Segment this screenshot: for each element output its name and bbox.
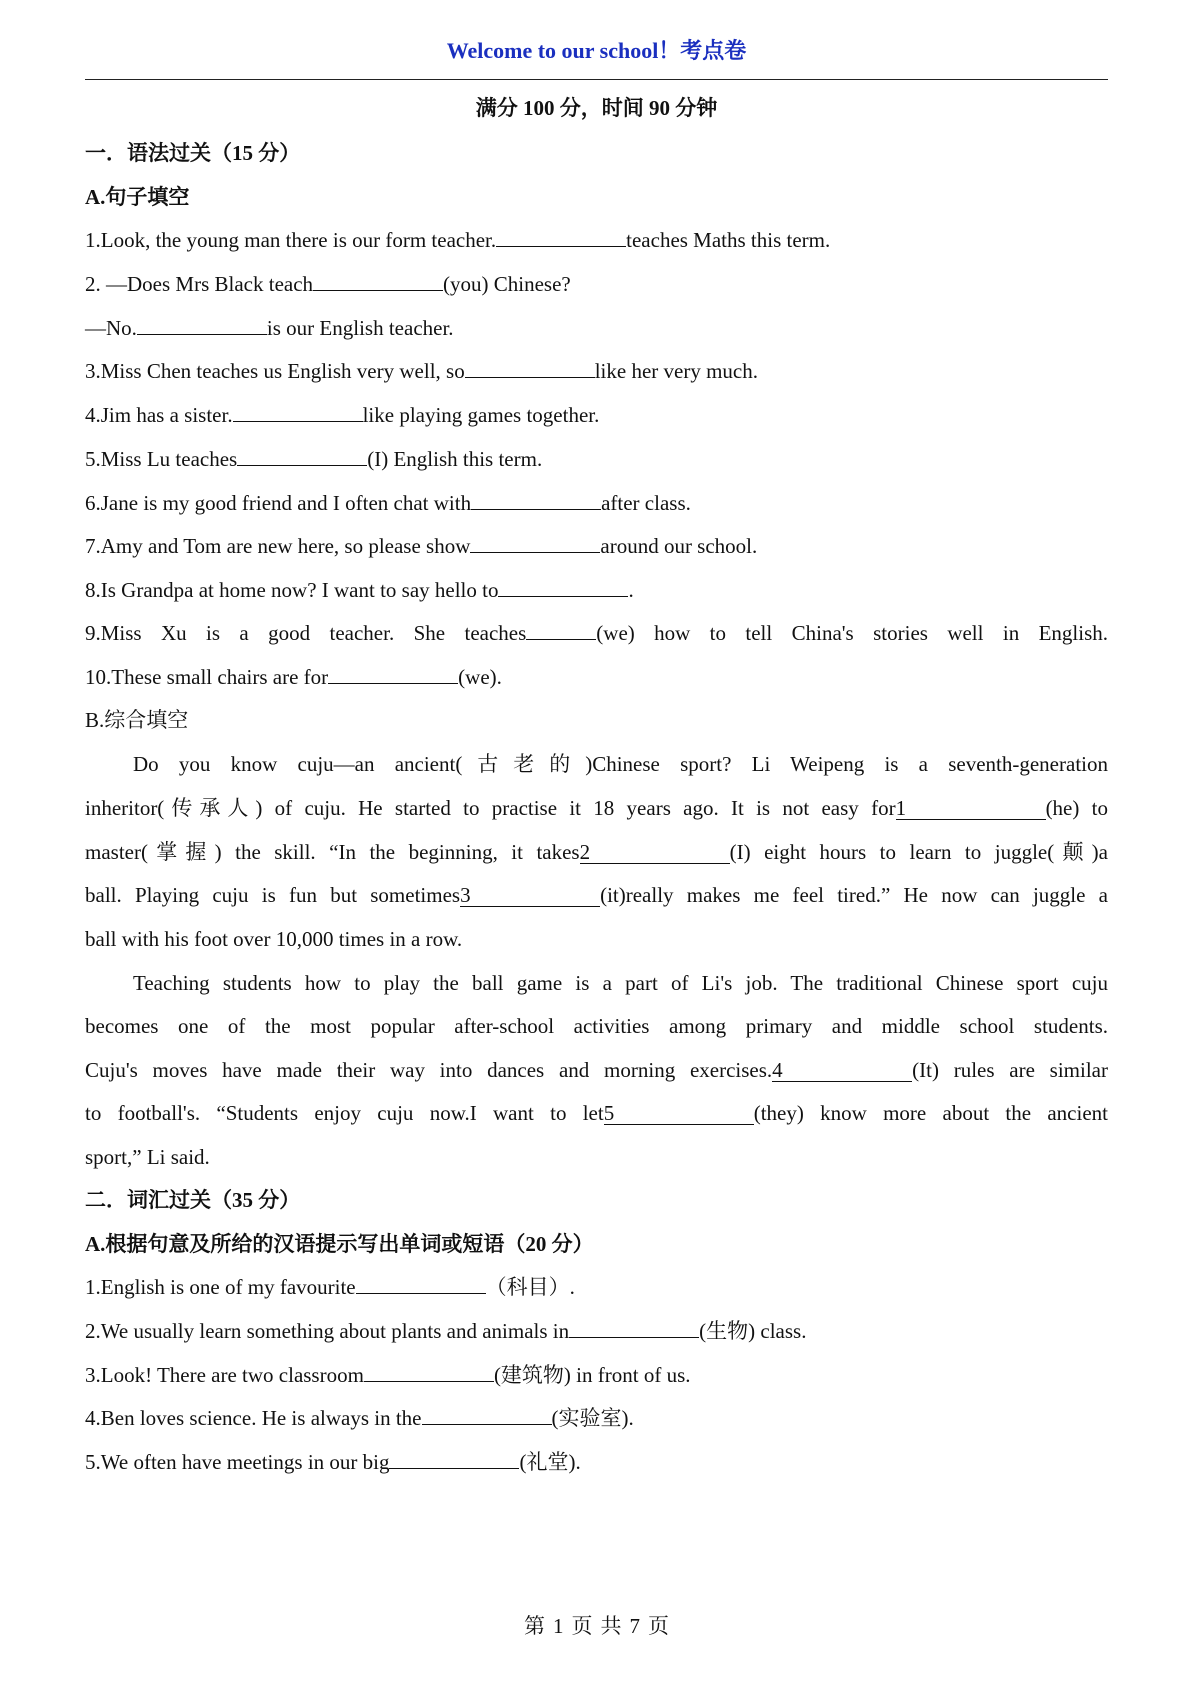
passage-line: Do you know cuju—an ancient(古老的)Chinese sport? Li Weipeng is a seventh-generation (133, 752, 1108, 776)
answer-blank[interactable] (389, 1448, 519, 1469)
answer-blank[interactable] (356, 1273, 486, 1294)
answer-blank[interactable] (470, 532, 600, 553)
question-10: 10.These small chairs are for (we). (85, 665, 502, 689)
exam-subtitle: 满分 100 分，时间 90 分钟 (475, 96, 718, 120)
answer-blank[interactable] (237, 445, 367, 466)
numbered-blank[interactable]: 2 (580, 841, 730, 864)
question-2: 2. —Does Mrs Black teach (you) Chinese? (85, 272, 571, 296)
passage-line: ball with his foot over 10,000 times in a row. (85, 927, 463, 951)
numbered-blank[interactable]: 3 (460, 884, 600, 907)
numbered-blank[interactable]: 5 (604, 1102, 754, 1125)
question-8: 8.Is Grandpa at home now? I want to say hello to . (85, 578, 634, 602)
answer-blank[interactable] (233, 401, 363, 422)
section1-partA-heading: A.句子填空 (85, 185, 190, 209)
section1-heading: 一．语法过关（15 分） (85, 141, 301, 165)
question-4: 4.Jim has a sister. like playing games together. (85, 403, 600, 427)
question-5: 5.Miss Lu teaches (I) English this term. (85, 447, 543, 471)
question-3: 3.Miss Chen teaches us English very well, so like her very much. (85, 359, 758, 383)
vocab-question-1: 1.English is one of my favourite （科目）. (85, 1275, 575, 1299)
answer-blank[interactable] (328, 663, 458, 684)
question-7: 7.Amy and Tom are new here, so please show around our school. (85, 534, 758, 558)
passage-line: to football's. “Students enjoy cuju now.I want to let5 (they) know more about the ancient (85, 1101, 1108, 1125)
section2-partA-heading: A.根据句意及所给的汉语提示写出单词或短语（20 分） (85, 1232, 594, 1256)
answer-blank[interactable] (526, 619, 596, 640)
numbered-blank[interactable]: 1 (896, 797, 1046, 820)
header-title: Welcome to our school！考点卷 (446, 38, 747, 63)
section1-partB-heading: B.综合填空 (85, 708, 189, 732)
answer-blank[interactable] (313, 270, 443, 291)
answer-blank[interactable] (422, 1404, 552, 1425)
header-divider (85, 79, 1108, 80)
question-1: 1.Look, the young man there is our form teacher. teaches Maths this term. (85, 228, 831, 252)
vocab-question-4: 4.Ben loves science. He is always in the (实验室). (85, 1406, 634, 1430)
answer-blank[interactable] (364, 1361, 494, 1382)
passage-line: becomes one of the most popular after-school activities among primary and middle school students. (85, 1014, 1108, 1038)
answer-blank[interactable] (569, 1317, 699, 1338)
numbered-blank[interactable]: 4 (772, 1059, 912, 1082)
vocab-question-2: 2.We usually learn something about plants and animals in (生物) class. (85, 1319, 807, 1343)
passage-line: Teaching students how to play the ball game is a part of Li's job. The traditional Chinese sport cuju (133, 971, 1108, 995)
answer-blank[interactable] (471, 489, 601, 510)
page-footer: 第 1 页 共 7 页 (524, 1614, 669, 1638)
page-number: 1 (553, 1614, 564, 1638)
answer-blank[interactable] (496, 226, 626, 247)
passage-line: ball. Playing cuju is fun but sometimes3 (it)really makes me feel tired.” He now can juggle a (85, 883, 1108, 907)
question-6: 6.Jane is my good friend and I often chat with after class. (85, 491, 691, 515)
answer-blank[interactable] (137, 314, 267, 335)
section2-heading: 二．词汇过关（35 分） (85, 1188, 301, 1212)
question-2-reply: —No. is our English teacher. (85, 316, 454, 340)
passage-line: Cuju's moves have made their way into dances and morning exercises.4 (It) rules are similar (85, 1058, 1108, 1082)
total-pages: 7 (629, 1614, 640, 1638)
question-9: 9.Miss Xu is a good teacher. She teaches (we) how to tell China's stories well in English. (85, 621, 1108, 645)
passage-line: inheritor(传承人) of cuju. He started to practise it 18 years ago. It is not easy for1 (he) to (85, 796, 1108, 820)
vocab-question-3: 3.Look! There are two classroom (建筑物) in front of us. (85, 1363, 691, 1387)
answer-blank[interactable] (465, 357, 595, 378)
answer-blank[interactable] (498, 576, 628, 597)
vocab-question-5: 5.We often have meetings in our big (礼堂). (85, 1450, 581, 1474)
passage-line: master(掌握) the skill. “In the beginning, it takes2 (I) eight hours to learn to juggle(颠)a (85, 840, 1108, 864)
passage-line: sport,” Li said. (85, 1145, 210, 1169)
